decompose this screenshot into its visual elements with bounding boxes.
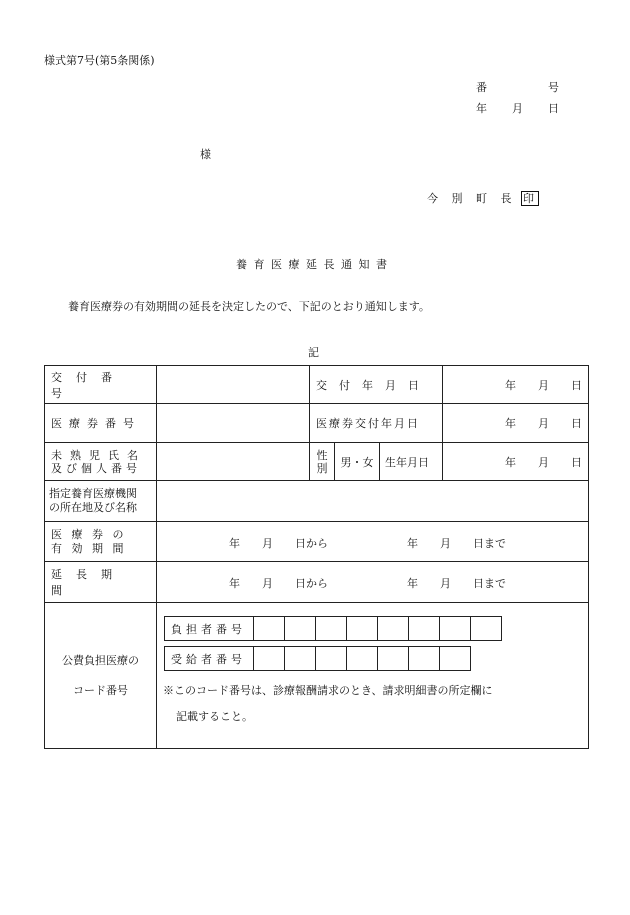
payer-number-box — [164, 616, 502, 641]
recipient-digit[interactable] — [409, 647, 440, 671]
kofu-bango-value[interactable] — [157, 366, 310, 404]
recipient-digit[interactable] — [347, 647, 378, 671]
child-name-label — [45, 443, 157, 481]
table-row — [45, 366, 589, 404]
code-label — [45, 603, 157, 749]
doc-number-ban: 番 — [476, 81, 487, 94]
code-label-l2: コード番号 — [73, 683, 128, 697]
table-row — [45, 404, 589, 443]
payer-digit[interactable] — [285, 617, 316, 641]
extension-period[interactable] — [157, 562, 589, 603]
ki-mark: 記 — [308, 346, 319, 359]
validity-to: 年 月 日まで — [407, 537, 506, 550]
date-day: 日 — [548, 102, 559, 115]
recipient-digit[interactable] — [254, 647, 285, 671]
payer-number-label: 負担者番号 — [165, 617, 254, 641]
validity-from: 年 月 日から — [229, 537, 328, 550]
extension-from: 年 月 日から — [229, 577, 328, 590]
payer-digit[interactable] — [316, 617, 347, 641]
table-row — [45, 562, 589, 603]
document-title: 養育医療延長通知書 — [236, 258, 394, 271]
payer-digit[interactable] — [254, 617, 285, 641]
code-note-line1: ※このコード番号は、診療報酬請求のとき、請求明細書の所定欄に — [163, 684, 493, 697]
extension-to: 年 月 日まで — [407, 577, 506, 590]
addressee-sama: 様 — [200, 148, 211, 161]
kofu-ymd-label: 交付年月日 — [310, 366, 443, 404]
recipient-number-label: 受給者番号 — [165, 647, 254, 671]
date-month: 月 — [512, 102, 523, 115]
recipient-digit[interactable] — [316, 647, 347, 671]
iryoken-bango-value[interactable] — [157, 404, 310, 443]
sex-label — [310, 443, 335, 481]
table-row — [45, 481, 589, 522]
birth-ymd-value[interactable]: 年 月 日 — [443, 443, 589, 481]
birth-ymd-label: 生年月日 — [380, 443, 443, 481]
payer-digit[interactable] — [471, 617, 502, 641]
sex-label-l2: 別 — [316, 461, 328, 475]
kofu-bango-label: 交付番号 — [45, 366, 157, 404]
table-row — [45, 522, 589, 562]
sex-options[interactable]: 男・女 — [335, 443, 380, 481]
issuer — [427, 190, 539, 206]
payer-digit[interactable] — [409, 617, 440, 641]
date-year: 年 — [476, 102, 487, 115]
iryoken-bango-label: 医療券番号 — [45, 404, 157, 443]
institution-label-l2: の所在地及び名称 — [49, 501, 137, 514]
institution-label-l1: 指定養育医療機関 — [49, 487, 137, 500]
issuer-name: 今 別 町 長 — [427, 192, 515, 205]
recipient-digit[interactable] — [440, 647, 471, 671]
code-note-line2: 記載すること。 — [176, 710, 253, 723]
child-name-value[interactable] — [157, 443, 310, 481]
sex-label-l1: 性 — [316, 448, 328, 462]
seal-mark: 印 — [523, 192, 537, 205]
child-name-label-l2: 及び個人番号 — [51, 461, 141, 475]
iryoken-kofu-ymd-label: 医療券交付年月日 — [310, 404, 443, 443]
kofu-ymd-value[interactable]: 年 月 日 — [443, 366, 589, 404]
validity-label-l1: 医 療 券 の — [51, 527, 127, 541]
institution-label — [45, 481, 157, 522]
validity-period[interactable] — [157, 522, 589, 562]
body-text: 養育医療券の有効期間の延長を決定したので、下記のとおり通知します。 — [68, 300, 430, 313]
doc-number-go: 号 — [548, 81, 559, 94]
form-number: 様式第7号(第5条関係) — [44, 54, 155, 67]
validity-label — [45, 522, 157, 562]
recipient-digit[interactable] — [285, 647, 316, 671]
iryoken-kofu-ymd-value[interactable]: 年 月 日 — [443, 404, 589, 443]
child-name-label-l1: 未熟児氏名 — [51, 448, 146, 462]
institution-value[interactable] — [157, 481, 589, 522]
payer-digit[interactable] — [347, 617, 378, 641]
recipient-digit[interactable] — [378, 647, 409, 671]
payer-digit[interactable] — [440, 617, 471, 641]
recipient-number-box — [164, 646, 471, 671]
table-row — [45, 443, 589, 481]
extension-label: 延長期間 — [45, 562, 157, 603]
payer-digit[interactable] — [378, 617, 409, 641]
validity-label-l2: 有 効 期 間 — [51, 541, 127, 555]
code-label-l1: 公費負担医療の — [62, 653, 139, 667]
